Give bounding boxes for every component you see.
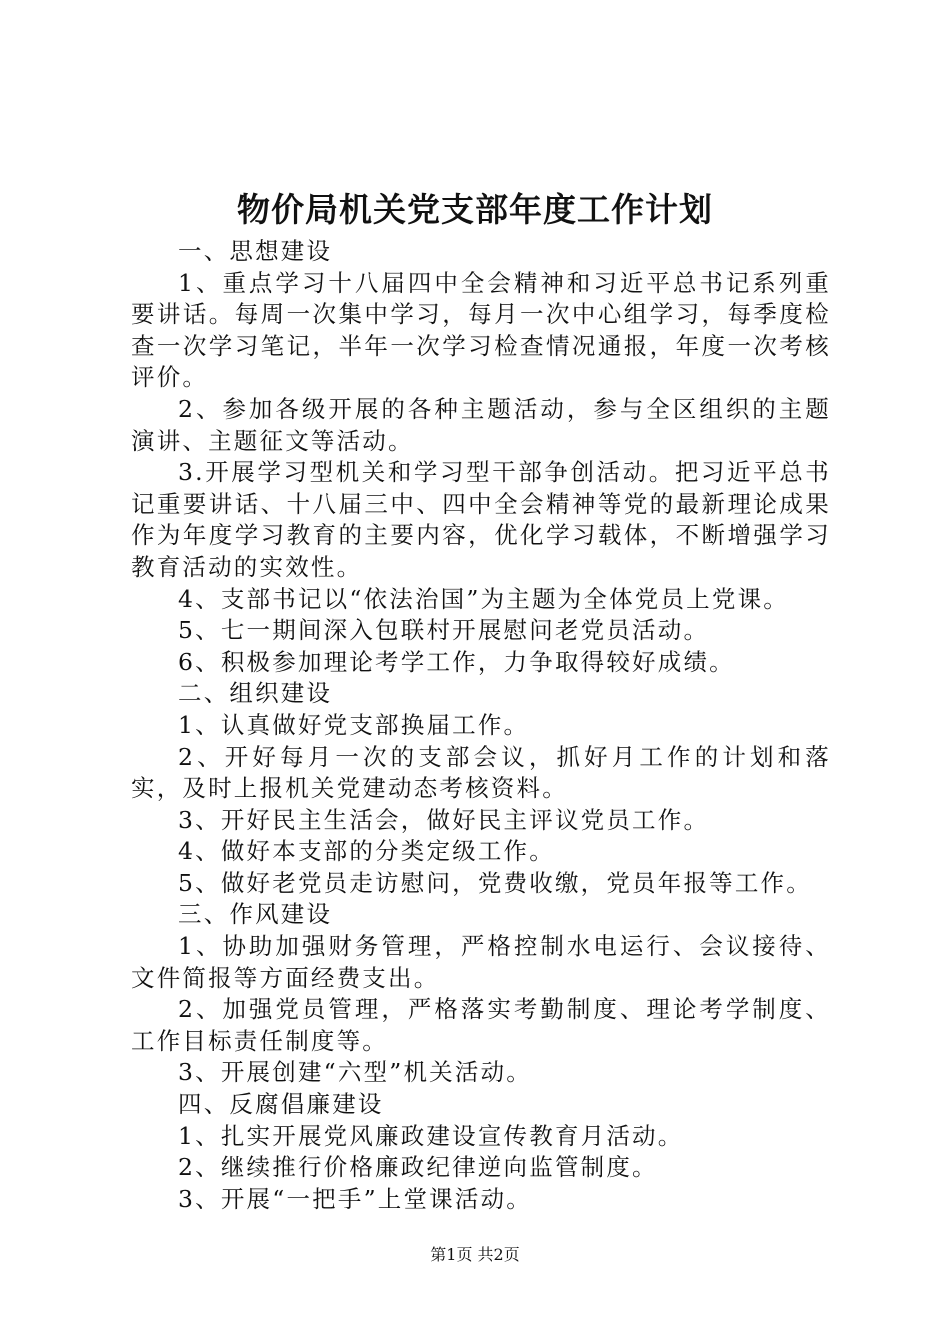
paragraph: 2、开好每月一次的支部会议，抓好月工作的计划和落实，及时上报机关党建动态考核资料。 [131, 742, 831, 803]
page-footer [0, 1244, 950, 1266]
paragraph: 5、做好老党员走访慰问，党费收缴，党员年报等工作。 [178, 868, 812, 897]
document-title: 物价局机关党支部年度工作计划 [237, 190, 713, 229]
section-heading: 三、作风建设 [178, 900, 333, 929]
paragraph: 6、积极参加理论考学工作，力争取得较好成绩。 [178, 647, 735, 676]
paragraph: 3、开展创建“六型”机关活动。 [178, 1058, 532, 1087]
paragraph: 1、认真做好党支部换届工作。 [178, 710, 530, 739]
paragraph: 3、开展“一把手”上堂课活动。 [178, 1184, 532, 1213]
section-heading: 四、反腐倡廉建设 [178, 1090, 384, 1119]
paragraph: 1、协助加强财务管理，严格控制水电运行、会议接待、文件简报等方面经费支出。 [131, 932, 831, 992]
paragraph: 2、参加各级开展的各种主题活动，参与全区组织的主题演讲、主题征文等活动。 [131, 394, 831, 455]
paragraph: 5、七一期间深入包联村开展慰问老党员活动。 [178, 616, 710, 645]
section-heading: 二、组织建设 [178, 679, 333, 708]
paragraph: 3.开展学习型机关和学习型干部争创活动。把习近平总书记重要讲话、十八届三中、四中全会精神等党的最新理论成果作为年度学习教育的主要内容，优化学习载体，不断增强学习教育活动的实效性。 [131, 458, 831, 581]
section-heading: 一、思想建设 [178, 237, 333, 265]
page-number-total: 共2页 [477, 1245, 520, 1264]
paragraph: 1、重点学习十八届四中全会精神和习近平总书记系列重要讲话。每周一次集中学习，每月一次中心组学习，每季度检查一次学习笔记，半年一次学习检查情况通报，年度一次考核评价。 [131, 268, 831, 392]
document-body [131, 236, 831, 1215]
paragraph: 1、扎实开展党风廉政建设宣传教育月活动。 [178, 1121, 684, 1150]
paragraph: 2、继续推行价格廉政纪律逆向监管制度。 [178, 1153, 658, 1182]
paragraph: 4、做好本支部的分类定级工作。 [178, 837, 555, 866]
paragraph: 3、开好民主生活会，做好民主评议党员工作。 [178, 805, 710, 834]
page-number-current: 第1页 [430, 1245, 473, 1264]
paragraph: 4、支部书记以“依法治国”为主题为全体党员上党课。 [178, 584, 789, 613]
paragraph: 2、加强党员管理，严格落实考勤制度、理论考学制度、工作目标责任制度等。 [131, 995, 831, 1055]
